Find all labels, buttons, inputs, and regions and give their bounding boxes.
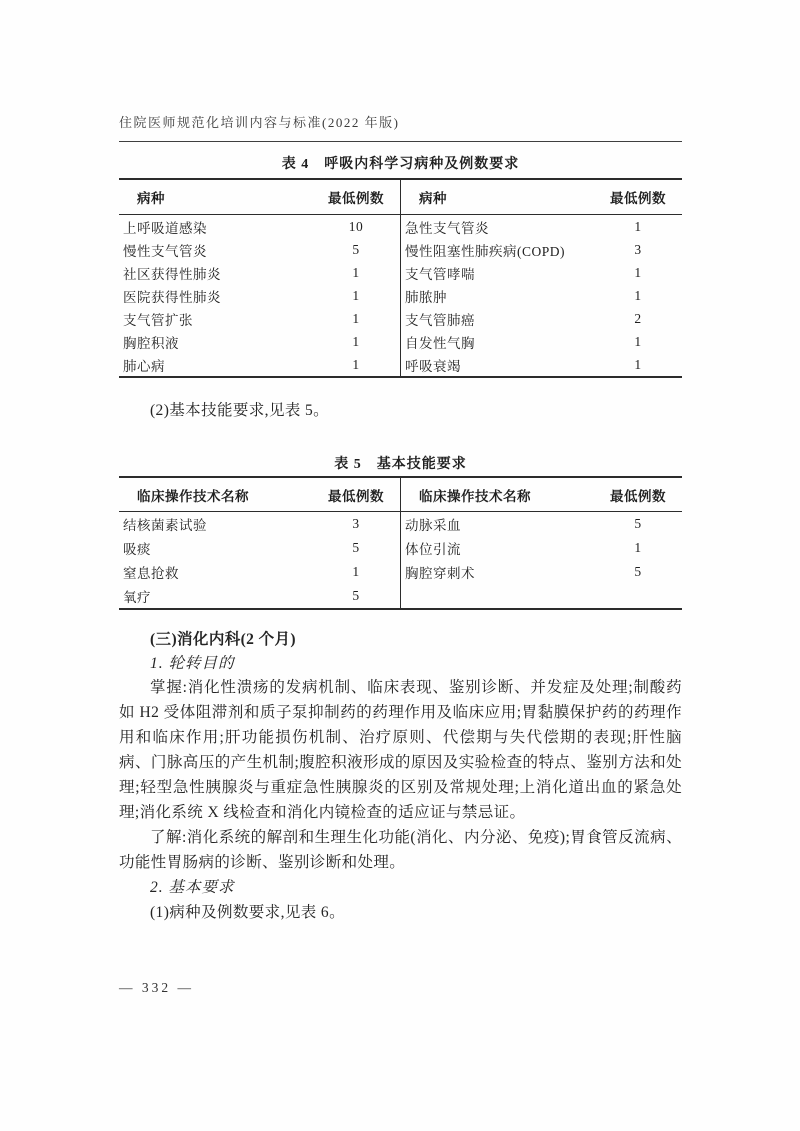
cell-name: 上呼吸道感染 bbox=[123, 220, 207, 236]
see-table6-text: (1)病种及例数要求,见表 6。 bbox=[150, 904, 345, 921]
table-row bbox=[119, 307, 400, 330]
cell-count: 1 bbox=[634, 264, 642, 280]
table-row bbox=[401, 584, 682, 608]
cell-name: 医院获得性肺炎 bbox=[123, 289, 221, 305]
table-row bbox=[401, 215, 682, 238]
cell-name: 氧疗 bbox=[123, 590, 151, 605]
cell-count: 1 bbox=[634, 356, 642, 372]
cell-count: 1 bbox=[634, 333, 642, 349]
table-row bbox=[119, 284, 400, 307]
column-header-name: 病种 bbox=[137, 191, 165, 206]
table-row bbox=[401, 307, 682, 330]
table-half bbox=[119, 478, 400, 608]
cell-count: 3 bbox=[352, 516, 360, 531]
cell-count: 5 bbox=[634, 564, 642, 579]
table-half bbox=[400, 478, 682, 608]
table-row bbox=[401, 353, 682, 376]
basic-requirements-subheading: 2. 基本要求 bbox=[150, 879, 235, 896]
table-row bbox=[119, 330, 400, 353]
column-header-count: 最低例数 bbox=[328, 191, 384, 206]
table5-caption: 表 5 基本技能要求 bbox=[334, 457, 467, 472]
table-header-row bbox=[401, 180, 682, 215]
table-row bbox=[119, 512, 400, 536]
cell-count: 1 bbox=[634, 287, 642, 303]
table-row bbox=[401, 560, 682, 584]
cell-name: 动脉采血 bbox=[405, 518, 461, 533]
cell-count: 5 bbox=[352, 588, 360, 603]
table-row bbox=[401, 536, 682, 560]
table-5 bbox=[119, 476, 682, 610]
cell-count: 1 bbox=[352, 333, 360, 349]
cell-count: 5 bbox=[634, 516, 642, 531]
table-4 bbox=[119, 178, 682, 378]
cell-name: 体位引流 bbox=[405, 542, 461, 557]
cell-name: 自发性气胸 bbox=[405, 335, 475, 351]
table-header-row bbox=[119, 478, 400, 512]
table-row bbox=[401, 512, 682, 536]
cell-count: 3 bbox=[634, 241, 642, 257]
column-header-count: 最低例数 bbox=[328, 488, 384, 504]
cell-count: 5 bbox=[352, 540, 360, 555]
column-header-name: 病种 bbox=[419, 191, 447, 206]
rotation-purpose-subheading: 1. 轮转目的 bbox=[150, 655, 235, 672]
cell-count: 1 bbox=[634, 540, 642, 555]
cell-name: 支气管扩张 bbox=[123, 312, 193, 328]
column-header-count: 最低例数 bbox=[610, 488, 666, 504]
cell-count: 1 bbox=[352, 287, 360, 303]
column-header-name: 临床操作技术名称 bbox=[419, 488, 531, 504]
table-row bbox=[119, 261, 400, 284]
header-rule bbox=[119, 141, 682, 142]
table4-caption: 表 4 呼吸内科学习病种及例数要求 bbox=[281, 157, 520, 172]
table-half bbox=[119, 180, 400, 376]
understand-paragraph: 了解:消化系统的解剖和生理生化功能(消化、内分泌、免疫);胃食管反流病、功能性胃肠病的诊断、鉴别诊断和处理。 bbox=[119, 829, 682, 871]
column-header-name: 临床操作技术名称 bbox=[137, 488, 249, 504]
cell-count: 1 bbox=[352, 310, 360, 326]
cell-name: 结核菌素试验 bbox=[123, 518, 207, 533]
cell-name: 肺脓肿 bbox=[405, 289, 447, 305]
cell-name: 社区获得性肺炎 bbox=[123, 266, 221, 282]
cell-name: 慢性阻塞性肺疾病(COPD) bbox=[405, 243, 566, 259]
table-half bbox=[400, 180, 682, 376]
cell-count: 5 bbox=[352, 241, 360, 257]
table-row bbox=[119, 215, 400, 238]
cell-name: 肺心病 bbox=[123, 358, 165, 374]
cell-name: 胸腔积液 bbox=[123, 335, 179, 351]
table-row bbox=[119, 536, 400, 560]
cell-count: 2 bbox=[634, 310, 642, 326]
column-header-count: 最低例数 bbox=[610, 191, 666, 206]
cell-name: 呼吸衰竭 bbox=[405, 358, 461, 374]
table-row bbox=[119, 560, 400, 584]
table-row bbox=[119, 584, 400, 608]
table-header-row bbox=[119, 180, 400, 215]
cell-name: 支气管肺癌 bbox=[405, 312, 475, 328]
table-row bbox=[119, 238, 400, 261]
cell-count: 1 bbox=[634, 218, 642, 234]
cell-count: 10 bbox=[348, 218, 364, 234]
cell-name: 窒息抢救 bbox=[123, 566, 179, 581]
cell-count: 1 bbox=[352, 564, 360, 579]
cell-name: 急性支气管炎 bbox=[405, 220, 489, 236]
master-paragraph: 掌握:消化性溃疡的发病机制、临床表现、鉴别诊断、并发症及处理;制酸药如 H2 受体阻滞剂和质子泵抑制药的药理作用及临床应用;胃黏膜保护药的药理作用和临床作用;肝功能损伤机制、治疗原则、代偿期与失代偿期的表现;肝性脑病、门脉高压的产生机制;腹腔积液形成的原因及实验检查的特点、鉴别方法和处理;轻型急性胰腺炎与重症急性胰腺炎的区别及常规处理;上消化道出血的紧急处理;消化系统 X 线检查和消化内镜检查的适应证与禁忌证。 bbox=[119, 679, 682, 821]
section-heading: (三)消化内科(2 个月) bbox=[150, 631, 296, 648]
cell-count: 1 bbox=[352, 356, 360, 372]
table-row bbox=[401, 284, 682, 307]
table-row bbox=[119, 353, 400, 376]
table-row bbox=[401, 261, 682, 284]
see-table5-text: (2)基本技能要求,见表 5。 bbox=[150, 402, 330, 419]
table-header-row bbox=[401, 478, 682, 512]
running-header: 住院医师规范化培训内容与标准(2022 年版) bbox=[119, 115, 400, 130]
page-number: — 332 — bbox=[119, 980, 194, 995]
cell-name: 胸腔穿刺术 bbox=[405, 566, 475, 581]
table-row bbox=[401, 330, 682, 353]
table-row bbox=[401, 238, 682, 261]
cell-name: 吸痰 bbox=[123, 542, 151, 557]
cell-count: 1 bbox=[352, 264, 360, 280]
cell-name: 慢性支气管炎 bbox=[123, 243, 207, 259]
cell-name: 支气管哮喘 bbox=[405, 266, 475, 282]
